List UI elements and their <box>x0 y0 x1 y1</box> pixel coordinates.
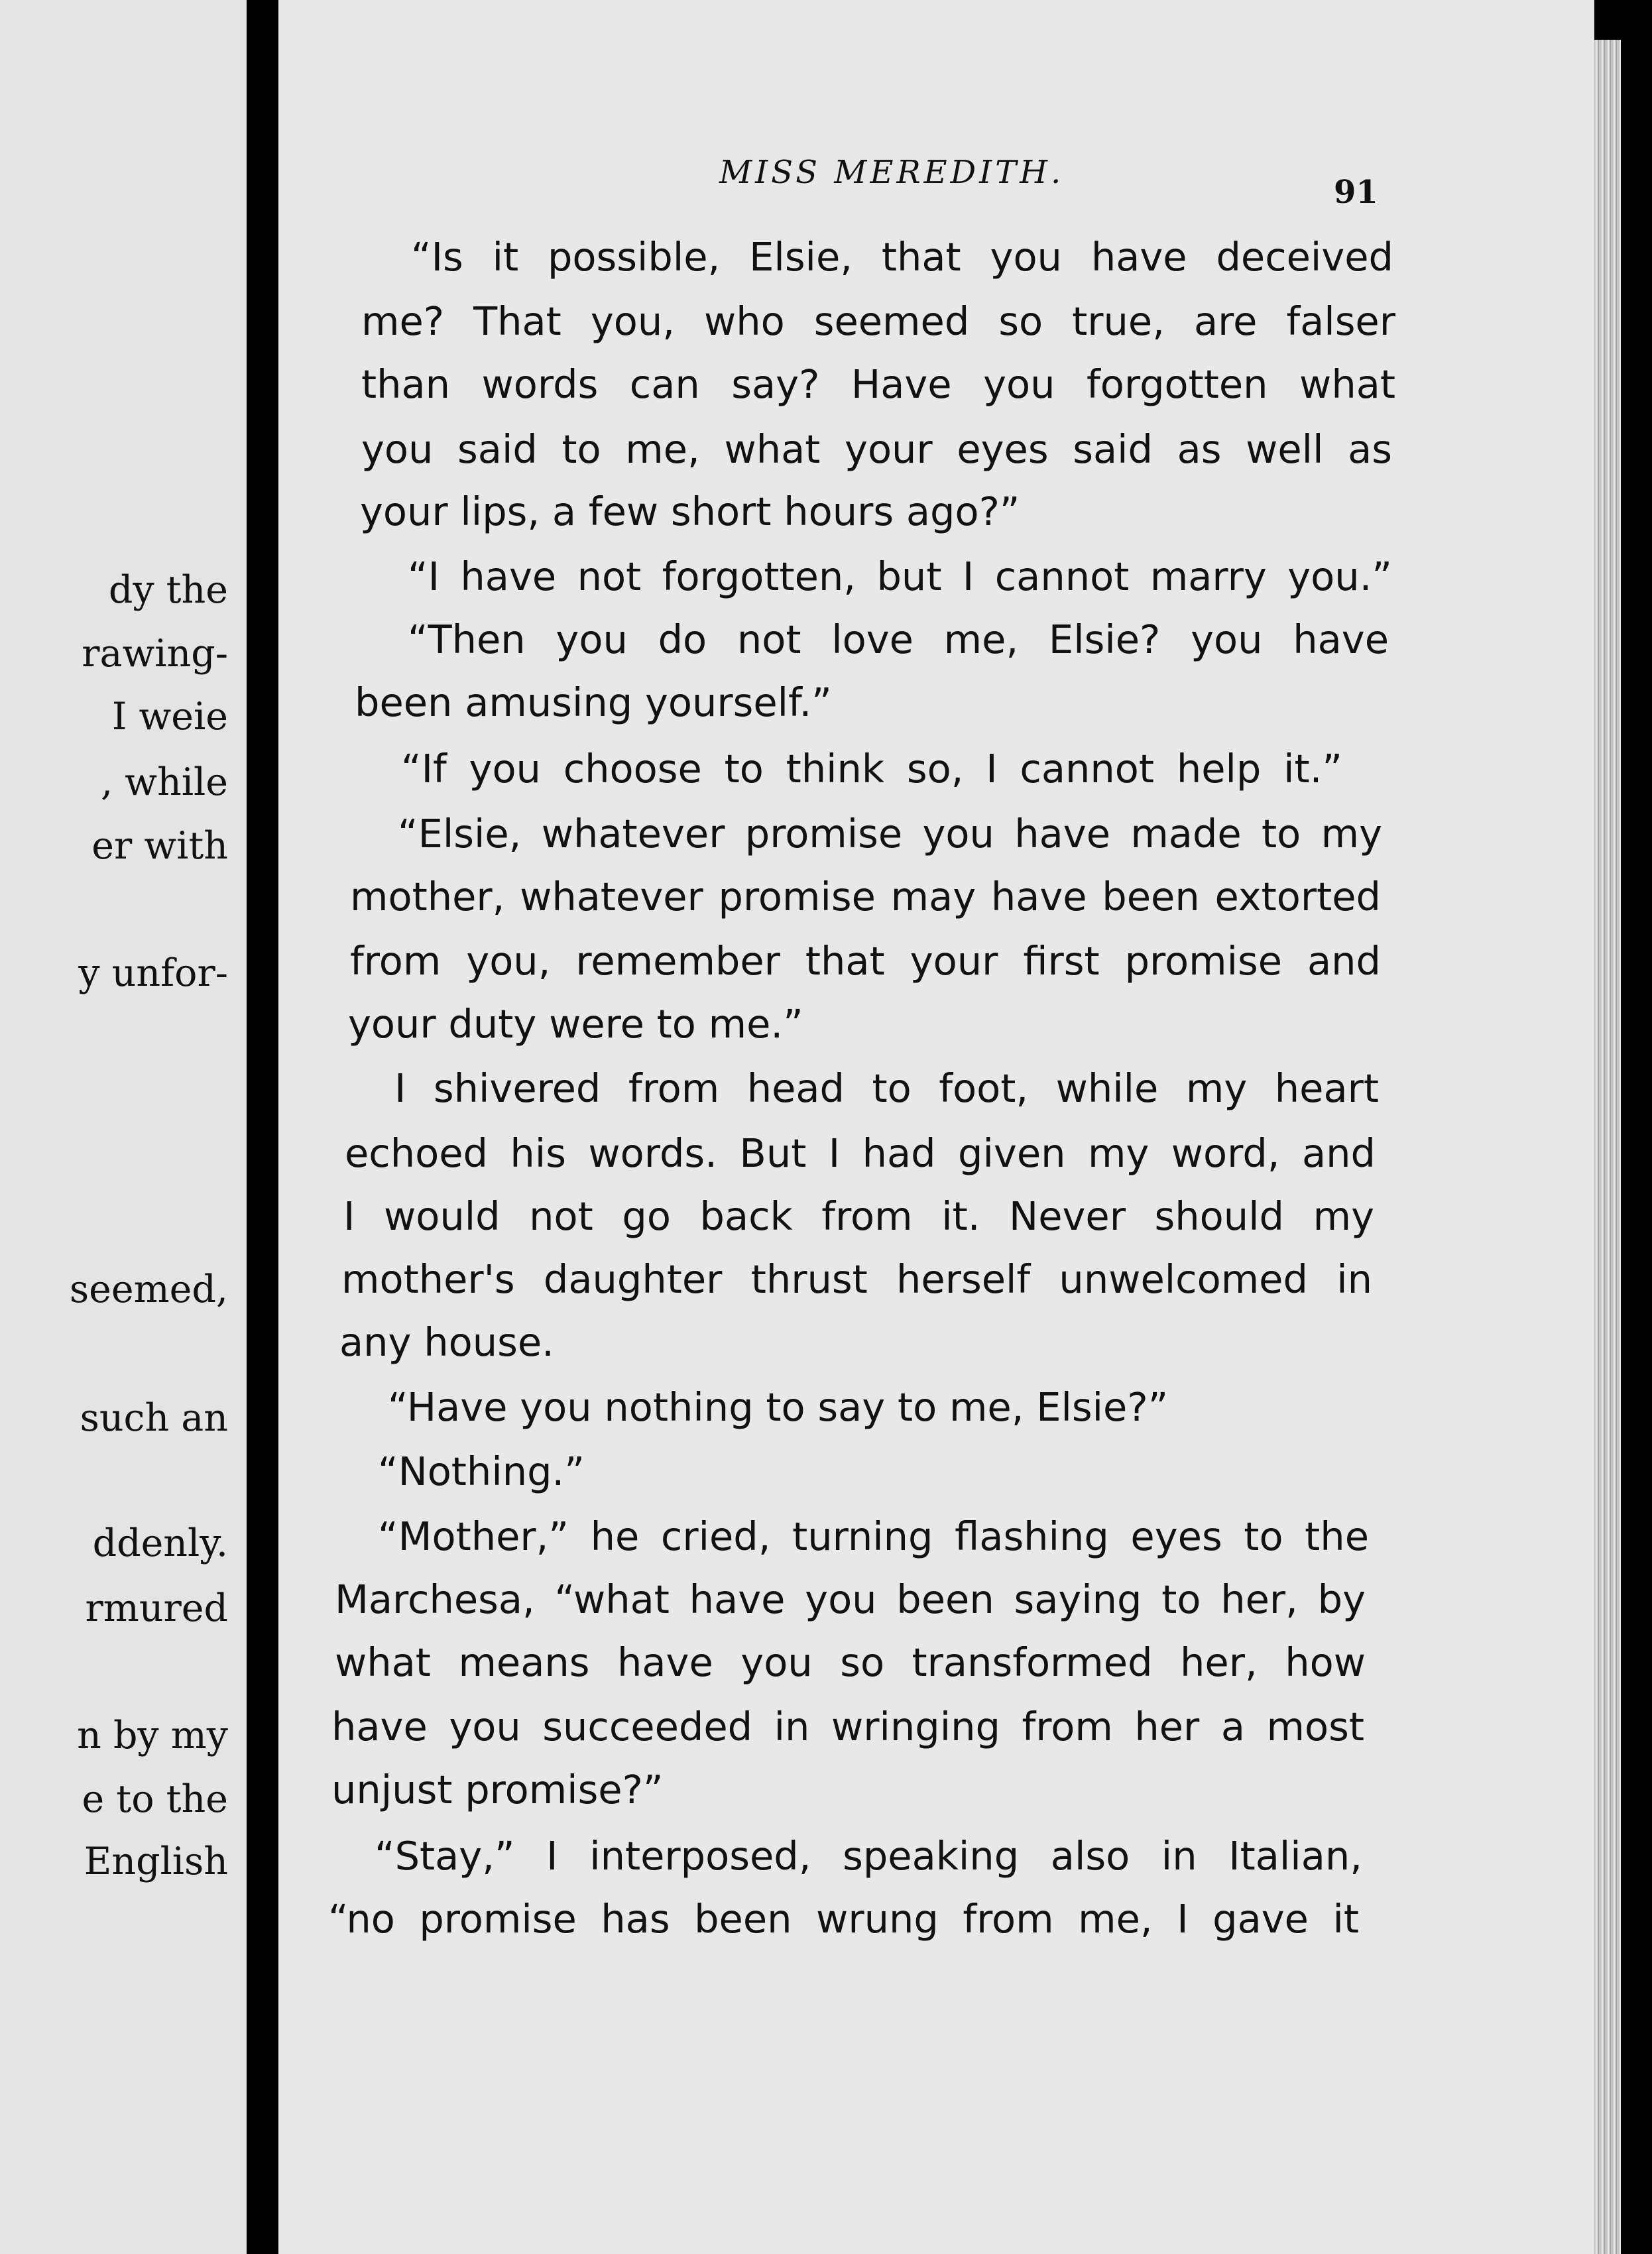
text-line: “Stay,” I interposed, speaking also in Italian, <box>375 1833 1362 1879</box>
text-line: your duty were to me.” <box>348 1001 803 1047</box>
text-line: been amusing yourself.” <box>355 680 832 725</box>
running-head: MISS MEREDITH. <box>719 154 1065 191</box>
left-page-line: er with <box>91 824 228 868</box>
left-page-line: seemed, <box>69 1268 228 1311</box>
text-line: I would not go back from it. Never should my <box>343 1193 1374 1239</box>
text-line: than words can say? Have you forgotten what <box>361 361 1395 407</box>
text-line: “Have you nothing to say to me, Elsie?” <box>388 1384 1169 1430</box>
text-line: I shivered from head to foot, while my heart <box>394 1065 1379 1111</box>
left-page-line: dy the <box>108 568 228 612</box>
left-page-line: , while <box>101 760 228 804</box>
page-edges <box>1594 40 1621 2254</box>
text-line: “If you choose to think so, I cannot help it.” <box>401 746 1342 792</box>
text-line: Marchesa, “what have you been saying to her, by <box>335 1576 1366 1622</box>
text-line: me? That you, who seemed so true, are falser <box>361 298 1395 344</box>
text-line: have you succeeded in wringing from her a most <box>331 1704 1364 1750</box>
text-line: mother's daughter thrust herself unwelcomed in <box>341 1256 1372 1302</box>
text-line: from you, remember that your first promise and <box>350 938 1381 984</box>
left-page-line: such an <box>80 1396 228 1440</box>
book-gutter <box>247 0 278 2254</box>
text-line: mother, whatever promise may have been extorted <box>350 874 1381 919</box>
text-line: “Mother,” he cried, turning flashing eyes to the <box>378 1513 1369 1559</box>
text-line: unjust promise?” <box>331 1767 664 1812</box>
text-line: “I have not forgotten, but I cannot marry you.” <box>408 554 1392 599</box>
page-number: 91 <box>1334 174 1378 211</box>
text-line: echoed his words. But I had given my word, and <box>345 1130 1376 1176</box>
left-page-line: n by my <box>77 1714 228 1757</box>
left-page-line: e to the <box>82 1777 228 1821</box>
left-page-line: I weie <box>111 695 228 739</box>
left-page-line: rawing- <box>82 632 228 676</box>
text-line: “Elsie, whatever promise you have made to my <box>398 811 1382 857</box>
text-line: any house. <box>339 1319 554 1365</box>
text-line: your lips, a few short hours ago?” <box>360 489 1020 534</box>
text-line: “Nothing.” <box>378 1449 585 1494</box>
left-page-line: English <box>84 1840 228 1883</box>
previous-page-fragment <box>0 0 247 2254</box>
left-page-line: ddenly. <box>92 1521 228 1565</box>
left-page-line: y unfor- <box>78 951 228 995</box>
text-line: you said to me, what your eyes said as well as <box>361 426 1392 472</box>
scan-border <box>1621 0 1652 2254</box>
text-line: “Is it possible, Elsie, that you have deceived <box>411 234 1393 280</box>
left-page-line: rmured <box>85 1586 228 1630</box>
text-line: what means have you so transformed her, how <box>335 1639 1366 1685</box>
text-line: “no promise has been wrung from me, I gave it <box>328 1896 1359 1942</box>
text-line: “Then you do not love me, Elsie? you have <box>408 617 1389 662</box>
